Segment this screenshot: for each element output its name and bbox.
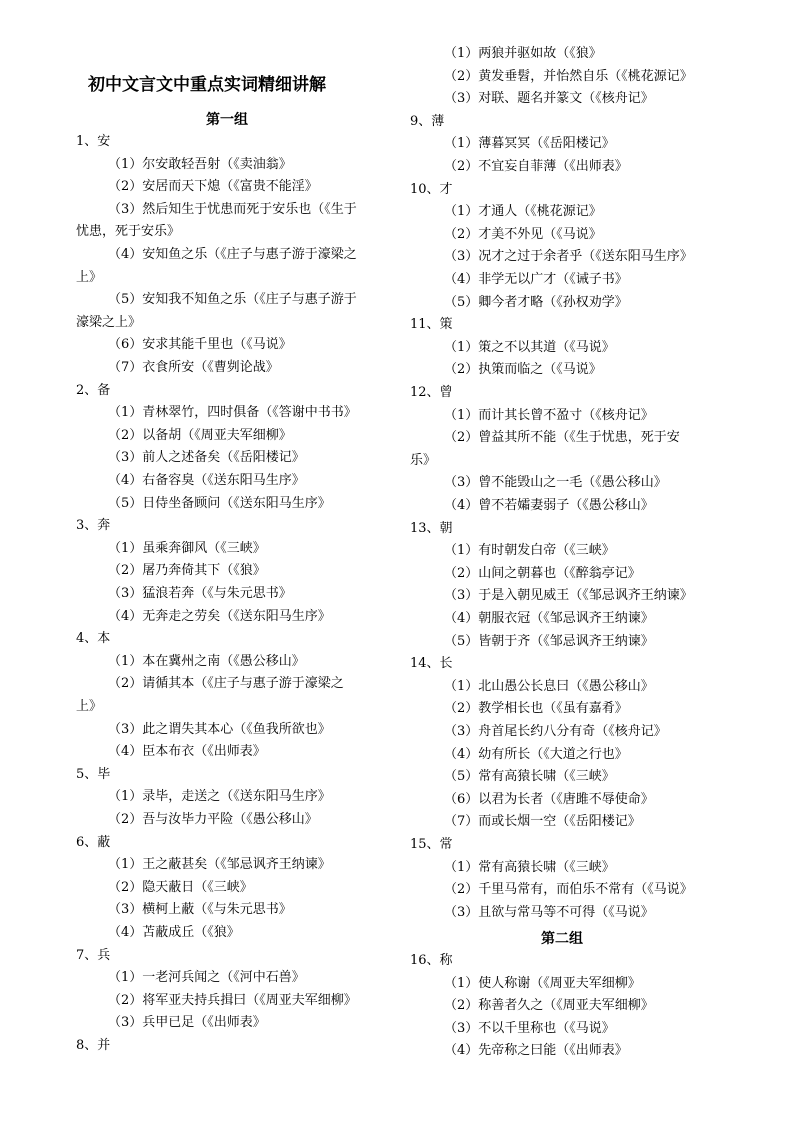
- entry-line: （3）然后知生于忧患而死于安乐也（《生于: [108, 201, 357, 217]
- entry-line: （5）安知我不知鱼之乐（《庄子与惠子游于: [108, 292, 357, 308]
- entry-line: （6）安求其能千里也（《马说》: [108, 337, 292, 353]
- entry-line: （4）无奔走之劳矣（《送东阳马生序》: [108, 608, 331, 624]
- word-heading: 2、备: [76, 382, 111, 398]
- word-heading: 6、蔽: [76, 834, 111, 850]
- entry-line: （1）而计其长曾不盈寸（《核舟记》: [444, 407, 654, 423]
- entry-line: （2）黄发垂髫，并怡然自乐（《桃花源记》: [444, 68, 693, 84]
- entry-continuation: 忧患，死于安乐》: [76, 224, 181, 240]
- entry-line: （3）横柯上蔽（《与朱元思书》: [108, 902, 292, 918]
- entry-line: （5）日侍坐备顾问（《送东阳马生序》: [108, 495, 331, 511]
- entry-continuation: 濠梁之上》: [76, 314, 142, 330]
- entry-continuation: 上》: [76, 269, 103, 285]
- entry-line: （3）舟首尾长约八分有奇（《核舟记》: [444, 724, 667, 739]
- entry-line: （1）尔安敢轻吾射（《卖油翁》: [108, 156, 292, 172]
- entry-line: （3）兵甲已足（《出师表》: [108, 1015, 266, 1031]
- word-heading: 16、称: [410, 953, 453, 968]
- word-heading: 1、安: [76, 134, 111, 149]
- entry-line: （4）右备容臭（《送东阳马生序》: [108, 473, 305, 488]
- word-heading: 13、朝: [410, 520, 453, 536]
- entry-line: （1）虽乘奔御风（《三峡》: [108, 540, 266, 556]
- entry-line: （2）请循其本（《庄子与惠子游于濠梁之: [108, 676, 344, 692]
- entry-line: （3）前人之述备矣（《岳阳楼记》: [108, 450, 305, 466]
- word-heading: 11、策: [410, 317, 453, 333]
- entry-line: （3）且欲与常马等不可得（《马说》: [444, 904, 654, 920]
- entry-line: （1）本在冀州之南（《愚公移山》: [108, 653, 305, 669]
- entry-line: （3）不以千里称也（《马说》: [444, 1020, 615, 1036]
- entry-line: （1）北山愚公长息曰（《愚公移山》: [444, 678, 654, 694]
- entry-line: （2）曾益其所不能（《生于忧患，死于安: [444, 430, 680, 446]
- entry-line: （4）幼有所长（《大道之行也》: [444, 746, 628, 762]
- entry-line: （1）王之蔽甚矣（《邹忌讽齐王纳谏》: [108, 857, 331, 873]
- group-heading-2: 第二组: [541, 931, 583, 947]
- entry-line: （5）常有高猿长啸（《三峡》: [444, 769, 615, 785]
- entry-line: （1）有时朝发白帝（《三峡》: [444, 543, 615, 559]
- entry-line: （1）常有高猿长啸（《三峡》: [444, 859, 615, 875]
- word-heading: 15、常: [410, 837, 453, 852]
- word-heading: 12、曾: [410, 385, 453, 400]
- entry-line: （4）朝服衣冠（《邹忌讽齐王纳谏》: [444, 611, 654, 626]
- entry-line: （5）皆朝于齐（《邹忌讽齐王纳谏》: [444, 633, 654, 649]
- entry-line: （4）先帝称之曰能（《出师表》: [444, 1043, 628, 1059]
- entry-line: （2）以备胡（《周亚夫军细柳》: [108, 427, 292, 443]
- entry-line: （3）猛浪若奔（《与朱元思书》: [108, 586, 292, 601]
- word-heading: 14、长: [410, 656, 453, 672]
- entry-line: （6）以君为长者（《唐雎不辱使命》: [444, 791, 654, 807]
- word-heading: 4、本: [76, 631, 111, 647]
- group-heading-1: 第一组: [206, 112, 248, 128]
- entry-line: （2）吾与汝毕力平险（《愚公移山》: [108, 812, 318, 827]
- entry-line: （1）一老河兵闻之（《河中石兽》: [108, 970, 305, 986]
- entry-line: （1）策之不以其道（《马说》: [444, 339, 615, 355]
- entry-line: （2）隐天蔽日（《三峡》: [108, 879, 253, 895]
- document-title: 初中文言文中重点实词精细讲解: [88, 75, 326, 95]
- word-heading: 10、才: [410, 181, 453, 197]
- entry-line: （2）称善者久之（《周亚夫军细柳》: [444, 998, 654, 1014]
- entry-line: （4）安知鱼之乐（《庄子与惠子游于濠梁之: [108, 247, 357, 262]
- entry-line: （3）对联、题名并篆文（《核舟记》: [444, 91, 654, 107]
- word-heading: 9、薄: [410, 113, 445, 129]
- entry-line: （2）千里马常有，而伯乐不常有（《马说》: [444, 882, 693, 898]
- entry-line: （3）况才之过于余者乎（《送东阳马生序》: [444, 249, 693, 265]
- entry-line: （1）录毕，走送之（《送东阳马生序》: [108, 789, 331, 805]
- entry-line: （7）衣食所安（《曹刿论战》: [108, 360, 279, 375]
- entry-line: （4）曾不若孀妻弱子（《愚公移山》: [444, 498, 654, 513]
- entry-line: （1）青林翠竹，四时俱备（《答谢中书书》: [108, 405, 357, 421]
- entry-continuation: 上》: [76, 699, 103, 714]
- word-heading: 8、并: [76, 1038, 111, 1053]
- entry-line: （1）薄暮冥冥（《岳阳楼记》: [444, 136, 615, 152]
- entry-line: （2）安居而天下熄（《富贵不能淫》: [108, 179, 318, 195]
- word-heading: 7、兵: [76, 947, 111, 963]
- entry-line: （2）执策而临之（《马说》: [444, 362, 602, 378]
- entry-line: （1）才通人（《桃花源记》: [444, 204, 602, 220]
- entry-line: （4）苫蔽成丘（《狼》: [108, 925, 240, 940]
- entry-line: （2）山间之朝暮也（《醉翁亭记》: [444, 565, 641, 581]
- entry-line: （3）曾不能毁山之一毛（《愚公移山》: [444, 475, 667, 491]
- entry-line: （1）两狼并驱如故（《狼》: [444, 46, 602, 61]
- entry-line: （4）臣本布衣（《出师表》: [108, 744, 266, 760]
- entry-line: （1）使人称谢（《周亚夫军细柳》: [444, 975, 641, 991]
- entry-line: （7）而或长烟一空（《岳阳楼记》: [444, 814, 641, 830]
- word-heading: 3、奔: [76, 518, 111, 534]
- entry-line: （2）屠乃奔倚其下（《狼》: [108, 563, 266, 579]
- entry-line: （4）非学无以广才（《诫子书》: [444, 272, 628, 287]
- entry-line: （3）此之谓失其本心（《鱼我所欲也》: [108, 721, 331, 737]
- entry-line: （5）卿今者才略（《孙权劝学》: [444, 294, 628, 310]
- entry-line: （2）才美不外见（《马说》: [444, 226, 602, 242]
- entry-line: （2）教学相长也（《虽有嘉肴》: [444, 701, 628, 717]
- entry-line: （3）于是入朝见威王（《邹忌讽齐王纳谏》: [444, 588, 693, 604]
- word-heading: 5、毕: [76, 766, 111, 782]
- entry-line: （2）将军亚夫持兵揖曰（《周亚夫军细柳》: [108, 992, 357, 1008]
- entry-continuation: 乐》: [410, 452, 437, 468]
- entry-line: （2）不宜妄自菲薄（《出师表》: [444, 159, 628, 174]
